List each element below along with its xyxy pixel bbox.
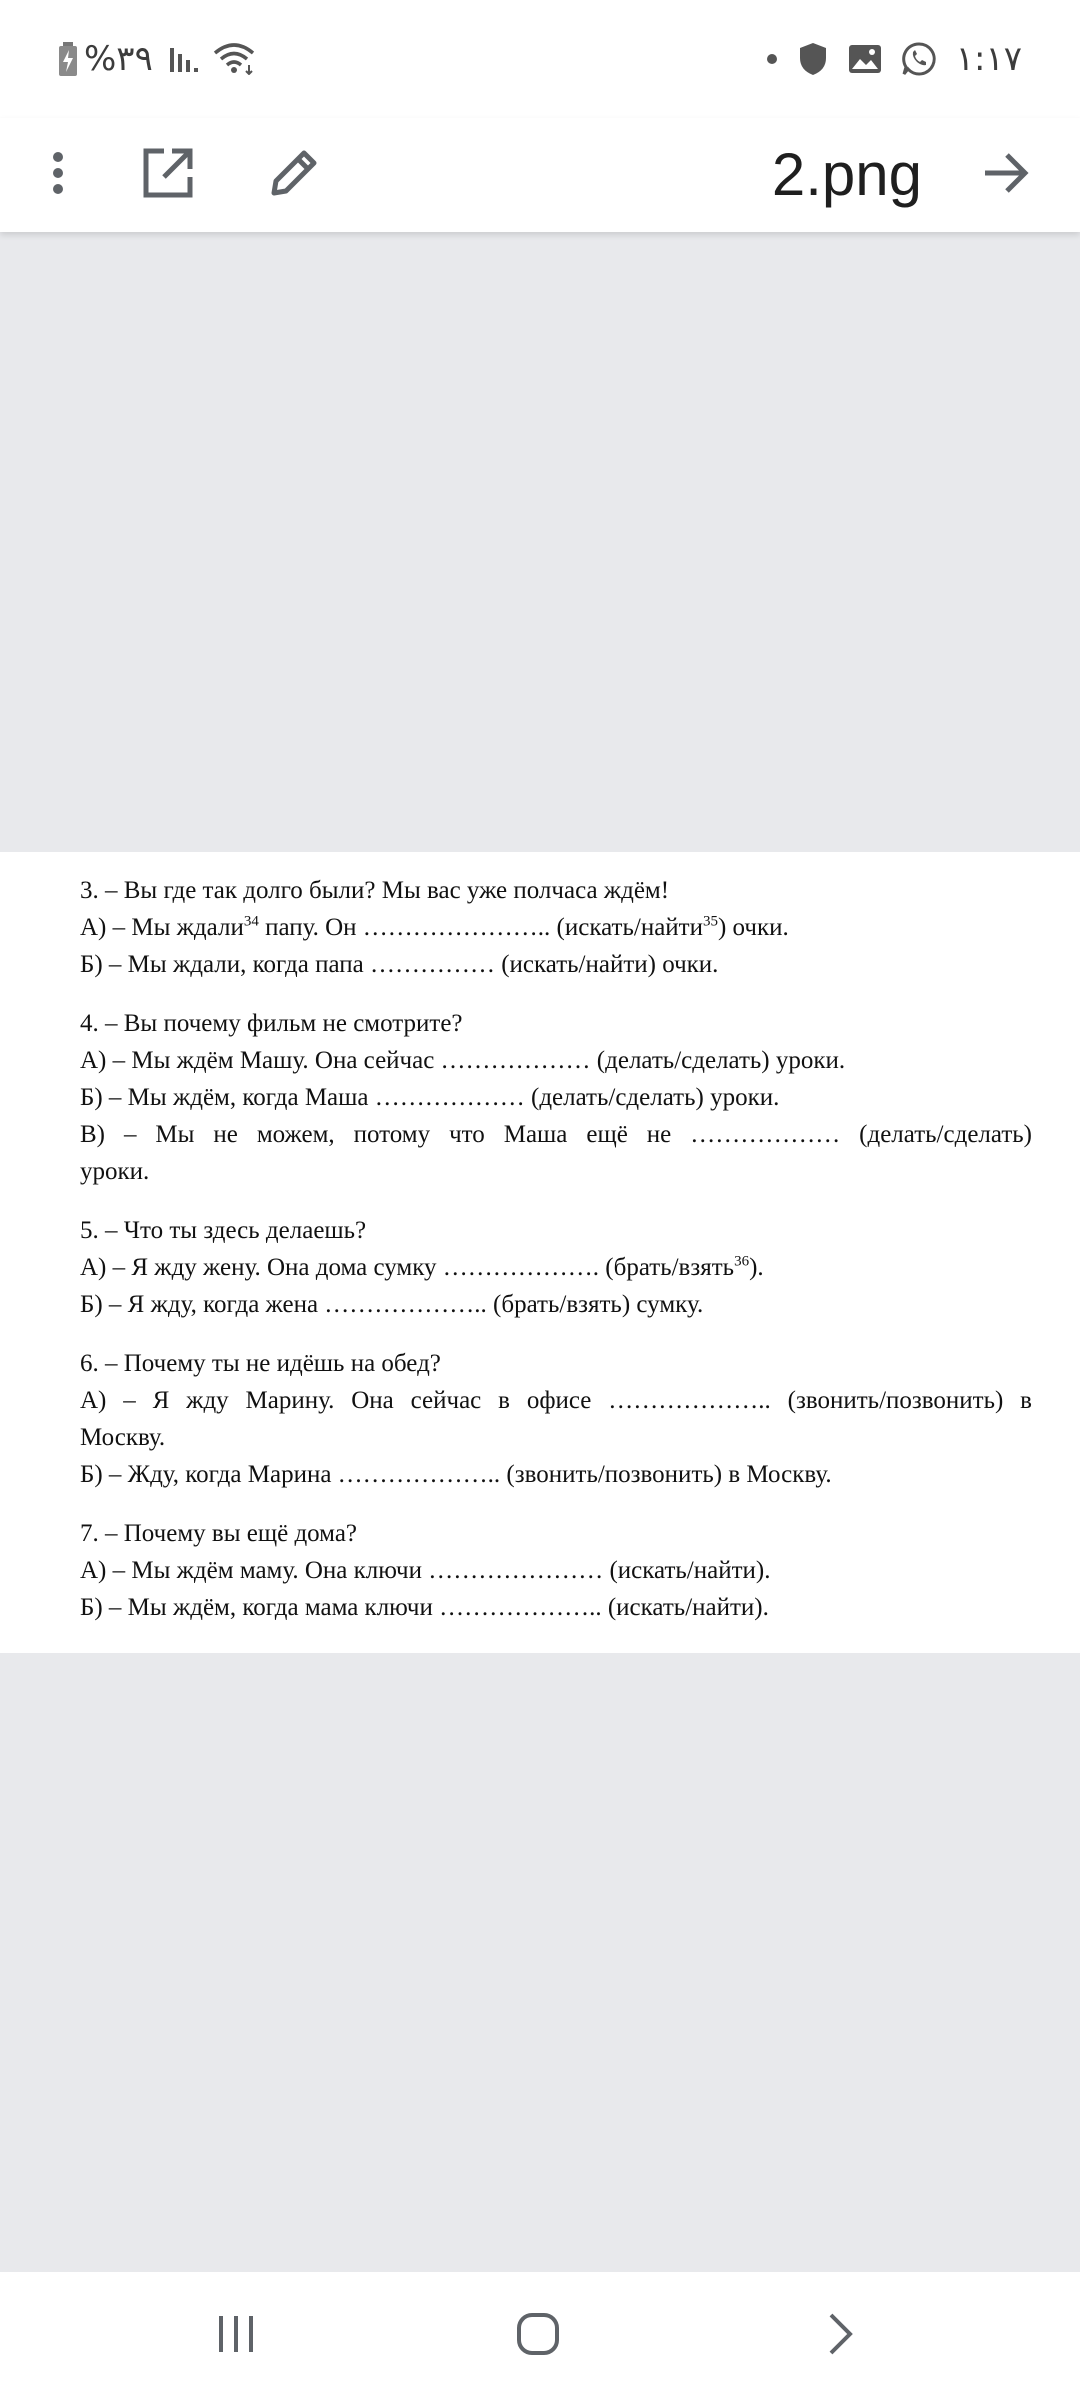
status-right-group xyxy=(766,36,1022,82)
question-6 xyxy=(80,1345,1032,1493)
question-7 xyxy=(80,1515,1032,1626)
question-7-prompt: 7. – Почему вы ещё дома? xyxy=(80,1520,358,1547)
dot-icon xyxy=(766,53,778,65)
signal-icon xyxy=(169,44,199,74)
battery-icon xyxy=(58,42,78,76)
question-3 xyxy=(80,872,1032,983)
recents-button[interactable] xyxy=(176,2272,296,2400)
question-6-option-a: А) – Я жду Марину. Она сейчас в офисе ……………….. (звонить/позвонить) в xyxy=(80,1387,1032,1414)
more-options-button[interactable] xyxy=(28,118,88,232)
question-7-option-b: Б) – Мы ждём, когда мама ключи ……………….. (искать/найти). xyxy=(80,1594,769,1621)
question-6-option-b: Б) – Жду, когда Марина ……………….. (звонить/позвонить) в Москву. xyxy=(80,1461,832,1488)
arrow-forward-icon xyxy=(983,152,1029,199)
question-3-option-a: А) – Мы ждали$^{34}$ папу. Он ………………….. (искать/найти$^{35}$) очки. xyxy=(80,913,789,941)
question-4 xyxy=(80,1005,1032,1190)
recents-icon xyxy=(216,2314,256,2359)
question-3-prompt: 3. – Вы где так долго были? Мы вас уже полчаса ждём! xyxy=(80,877,670,904)
question-5-option-a: А) – Я жду жену. Она дома сумку ………………. (брать/взять$^{36}$). xyxy=(80,1253,764,1281)
home-icon xyxy=(516,2312,560,2361)
shield-icon xyxy=(798,42,828,76)
status-left-group xyxy=(58,36,255,82)
back-button[interactable] xyxy=(780,2272,900,2400)
app-bar xyxy=(0,118,1080,232)
question-4-option-c: В) – Мы не можем, потому что Маша ещё не ……………… (делать/сделать) xyxy=(80,1121,1032,1148)
whatsapp-icon xyxy=(902,42,936,76)
question-4-option-c-cont: уроки. xyxy=(80,1158,150,1185)
question-7-option-a: А) – Мы ждём маму. Она ключи ………………… (искать/найти). xyxy=(80,1557,771,1584)
open-external-icon xyxy=(142,147,194,204)
question-3-option-b: Б) – Мы ждали, когда папа …………… (искать/найти) очки. xyxy=(80,951,719,978)
question-4-prompt: 4. – Вы почему фильм не смотрите? xyxy=(80,1010,463,1037)
clock: ۱:۱۷ xyxy=(955,39,1022,79)
more-vert-icon xyxy=(52,151,64,200)
question-5-option-b: Б) – Я жду, когда жена ……………….. (брать/взять) сумку. xyxy=(80,1291,704,1318)
battery-percent: %۳۹ xyxy=(84,39,153,79)
file-title: 2.png xyxy=(771,141,922,208)
question-6-prompt: 6. – Почему ты не идёшь на обед? xyxy=(80,1350,441,1377)
question-5 xyxy=(80,1212,1032,1323)
image-icon xyxy=(848,44,882,74)
document-image[interactable] xyxy=(0,852,1080,1653)
back-icon xyxy=(826,2312,854,2361)
status-bar xyxy=(0,0,1080,118)
home-button[interactable] xyxy=(478,2272,598,2400)
question-4-option-b: Б) – Мы ждём, когда Маша ……………… (делать/сделать) уроки. xyxy=(80,1084,780,1111)
edit-icon xyxy=(268,147,320,204)
question-5-prompt: 5. – Что ты здесь делаешь? xyxy=(80,1217,367,1244)
forward-button[interactable] xyxy=(966,118,1046,232)
open-external-button[interactable] xyxy=(132,118,204,232)
navigation-bar xyxy=(0,2272,1080,2400)
question-4-option-a: А) – Мы ждём Машу. Она сейчас ……………… (делать/сделать) уроки. xyxy=(80,1047,846,1074)
wifi-icon xyxy=(213,43,255,75)
edit-button[interactable] xyxy=(258,118,330,232)
question-6-option-a-cont: Москву. xyxy=(80,1424,166,1451)
